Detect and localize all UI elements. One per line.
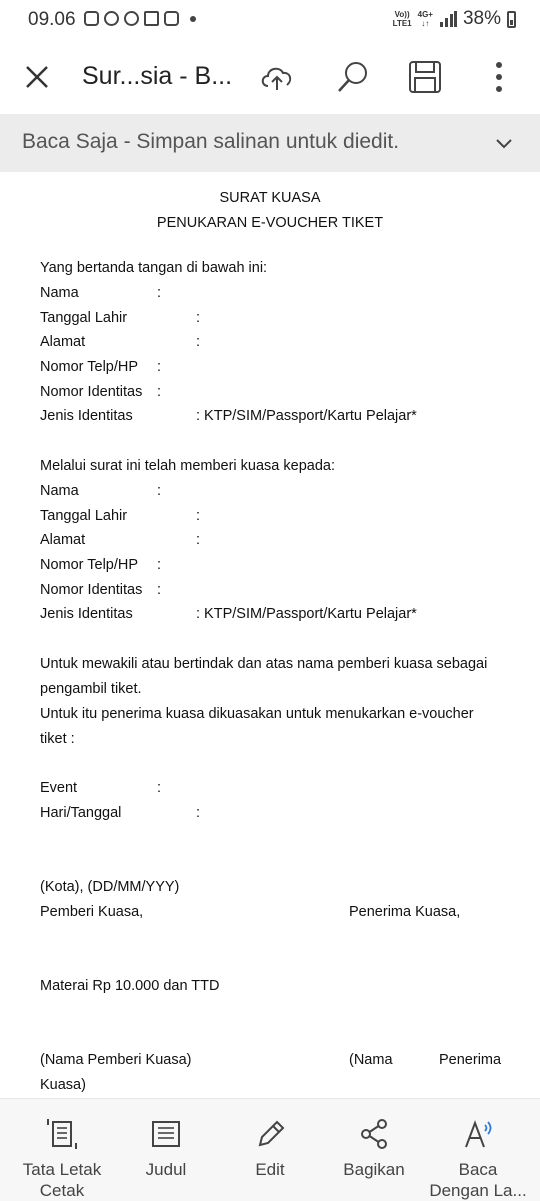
notification-icons [84,11,196,26]
receiver-heading: Penerima Kuasa, [349,904,461,920]
field-label: Alamat [40,532,86,548]
data-bottom: ↓↑ [421,19,430,28]
nav-label-line: Tata Letak [22,1160,102,1179]
nav-label [320,1159,428,1180]
volte-bottom: LTE1 [392,19,412,28]
place-date: (Kota), (DD/MM/YYY) [40,879,180,895]
read-only-message: Baca Saja - Simpan salinan untuk diedit. [22,130,400,153]
nav-label [216,1159,324,1180]
receiver-name-part: Kuasa) [40,1077,86,1092]
nav-label-line: Baca [458,1160,498,1179]
field-label: Nama [40,285,79,301]
field-separator: : [157,359,162,375]
giver-name: (Nama Pemberi Kuasa) [40,1052,192,1068]
instagram-icon [84,11,99,26]
intro-receiver: Melalui surat ini telah memberi kuasa kepada: [40,458,335,474]
data-indicator [418,10,433,28]
nav-share[interactable] [320,1099,428,1201]
nav-label [8,1159,116,1201]
field-separator: : [196,310,201,326]
doc-subtitle: PENUKARAN E-VOUCHER TIKET [156,215,384,231]
status-right [393,8,516,30]
nav-read-aloud[interactable] [424,1099,532,1201]
nav-edit[interactable] [216,1099,324,1201]
paragraph-line: pengambil tiket. [40,681,142,697]
document-title: Sur...sia - B... [82,62,233,90]
field-label: Nama [40,483,79,499]
giver-heading: Pemberi Kuasa, [40,904,144,920]
field-separator: : KTP/SIM/Passport/Kartu Pelajar* [196,606,417,622]
nav-label-line: Bagikan [343,1160,405,1179]
field-separator: : KTP/SIM/Passport/Kartu Pelajar* [196,408,417,424]
event-label: Event [40,780,78,796]
share-icon [356,1117,392,1151]
search-icon[interactable] [334,58,372,96]
document-page [0,172,540,1092]
chat-icon [124,11,139,26]
close-icon[interactable] [22,62,52,92]
volte-top: Vo)) [394,10,410,19]
field-separator: : [196,532,201,548]
field-separator: : [196,508,201,524]
paragraph-line: Untuk mewakili atau bertindak dan atas nama pemberi kuasa sebagai [40,656,488,672]
save-icon[interactable] [406,58,444,96]
data-top: 4G+ [417,10,433,19]
nav-outline[interactable] [112,1099,220,1201]
field-label: Jenis Identitas [40,408,133,424]
read-aloud-icon [460,1117,496,1151]
nav-print-layout[interactable] [8,1099,116,1201]
nav-label-line: Judul [145,1160,187,1179]
field-separator: : [157,557,162,573]
doc-title: SURAT KUASA [219,190,321,206]
chevron-down-icon[interactable] [494,134,514,154]
outline-icon [148,1117,184,1151]
nav-label-line: Dengan La... [429,1181,527,1200]
field-label: Jenis Identitas [40,606,133,622]
nav-label [424,1159,532,1201]
gmail-icon [144,11,159,26]
field-label: Tanggal Lahir [40,310,128,326]
signal-icon [439,11,457,27]
nav-label-line: Cetak [39,1181,85,1200]
battery-icon [507,11,516,28]
battery-percent: 38% [462,8,501,29]
field-separator: : [157,285,162,301]
nav-label [112,1159,220,1180]
pencil-icon [252,1117,288,1151]
field-separator: : [157,483,162,499]
bottom-toolbar [0,1098,540,1201]
google-icon [104,11,119,26]
date-separator: : [196,805,201,821]
cloud-upload-icon[interactable] [258,58,296,96]
read-only-banner[interactable] [0,114,540,172]
print-layout-icon [44,1117,80,1151]
status-bar [0,0,540,40]
status-time: 09.06 [28,9,76,30]
more-options-icon[interactable] [480,58,518,96]
field-separator: : [157,582,162,598]
field-label: Nomor Telp/HP [40,359,139,375]
more-notifications-icon [190,16,196,22]
field-separator: : [196,334,201,350]
intro-giver: Yang bertanda tangan di bawah ini: [40,260,268,276]
receiver-name-part: (Nama [349,1052,393,1068]
volte-indicator [393,10,412,28]
field-label: Tanggal Lahir [40,508,128,524]
paragraph-line: Untuk itu penerima kuasa dikuasakan untuk menukarkan e-voucher [40,706,474,722]
instagram-icon [164,11,179,26]
materai-note: Materai Rp 10.000 dan TTD [40,978,220,994]
field-separator: : [157,384,162,400]
field-label: Nomor Identitas [40,384,143,400]
date-label: Hari/Tanggal [40,805,122,821]
receiver-name-part: Penerima [439,1052,502,1068]
nav-label-line: Edit [255,1160,285,1179]
field-label: Alamat [40,334,86,350]
field-label: Nomor Identitas [40,582,143,598]
field-label: Nomor Telp/HP [40,557,139,573]
app-toolbar [0,40,540,115]
event-separator: : [157,780,162,796]
paragraph-line: tiket : [40,731,75,747]
